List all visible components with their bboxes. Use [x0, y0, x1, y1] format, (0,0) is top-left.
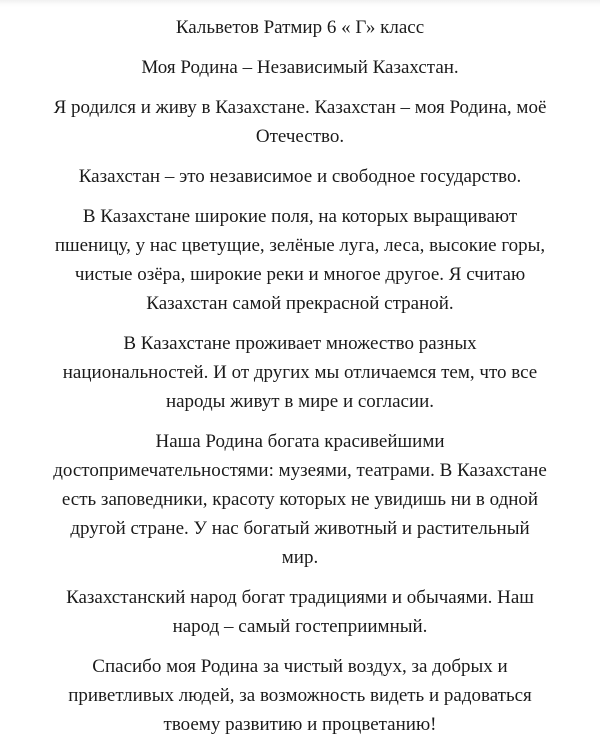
paragraph: Наша Родина богата красивейшими достопримечательностями: музеями, театрами. В Казахстане есть заповедники, красоту которых не увидишь ни в одной другой стране. У нас богатый животный и растительный мир. [53, 431, 547, 568]
paragraph: Казахстанский народ богат традициями и обычаями. Наш народ – самый гостеприимный. [66, 587, 534, 637]
paragraph: Казахстан – это независимое и свободное государство. [78, 166, 522, 187]
author-line: Кальветов Ратмир 6 « Г» класс [175, 17, 425, 38]
document-title: Моя Родина – Независимый Казахстан. [141, 57, 459, 78]
paragraph: В Казахстане проживает множество разных национальностей. И от других мы отличаемся тем, что все народы живут в мире и согласии. [62, 333, 538, 412]
paragraph: Я родился и живу в Казахстане. Казахстан – моя Родина, моё Отечество. [53, 97, 547, 147]
paragraph: Спасибо моя Родина за чистый воздух, за добрых и приветливых людей, за возможность видеть и радоваться твоему развитию и процветанию! [68, 656, 532, 735]
paragraph: В Казахстане широкие поля, на которых выращивают пшеницу, у нас цветущие, зелёные луга, леса, высокие горы, чистые озёра, широкие реки и многое другое. Я считаю Казахстан самой прекрасной страной. [54, 206, 546, 314]
